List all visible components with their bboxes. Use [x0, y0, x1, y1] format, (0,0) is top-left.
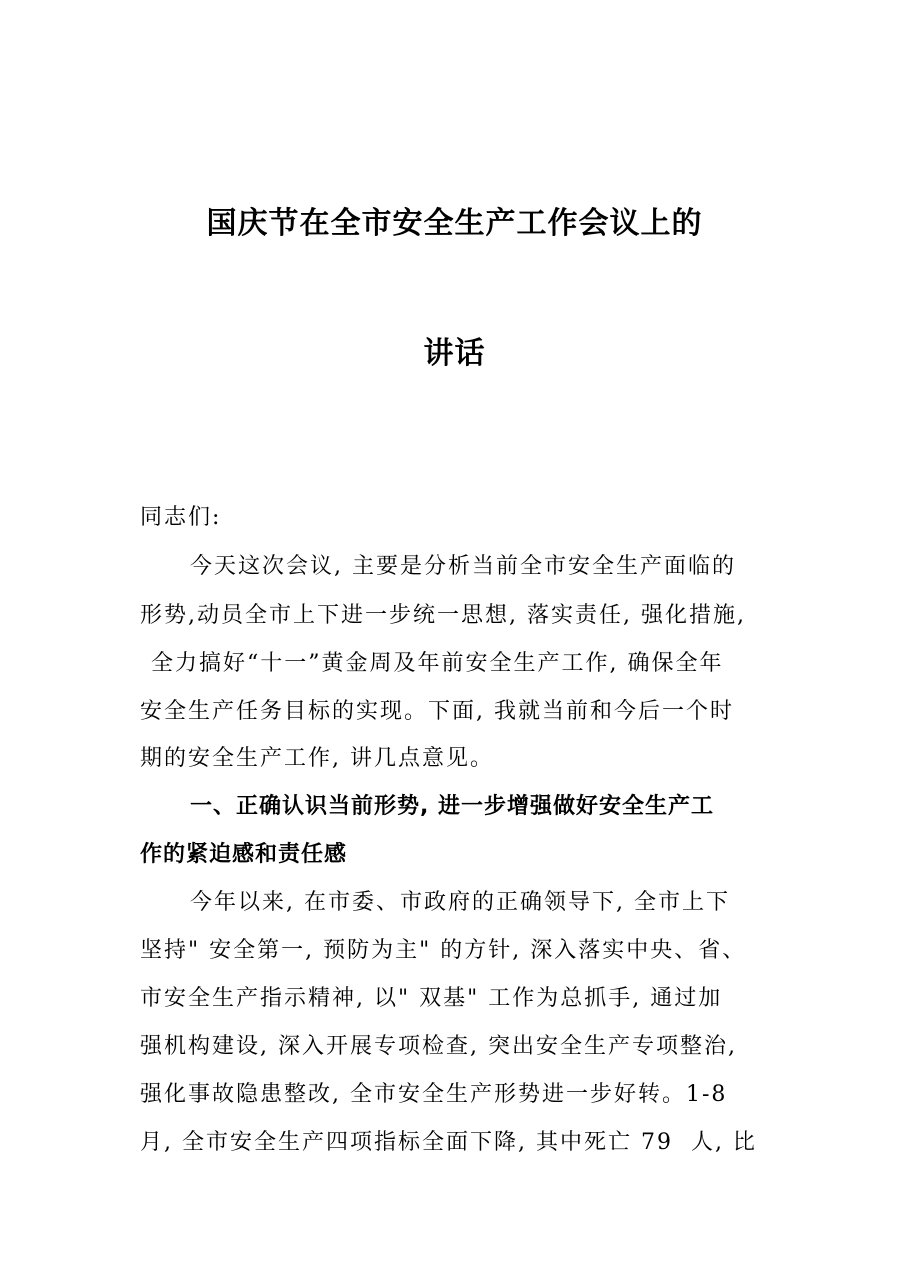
- paragraph-2-line-4: 强机构建设, 深入开展专项检查, 突出安全生产专项整治,: [140, 1034, 737, 1059]
- section-heading-line-2: 作的紧迫感和责任感: [140, 842, 348, 867]
- paragraph-2-line-1: 今年以来, 在市委、市政府的正确领导下, 全市上下: [190, 890, 730, 915]
- paragraph-2-line-3: 市安全生产指示精神, 以" 双基" 工作为总抓手, 通过加: [140, 986, 723, 1011]
- paragraph-1-line-4: 安全生产任务目标的实现。下面, 我就当前和今后一个时: [140, 699, 734, 724]
- paragraph-1-line-5: 期的安全生产工作, 讲几点意见。: [140, 746, 494, 771]
- section-heading-line-1: 一、正确认识当前形势, 进一步增强做好安全生产工: [190, 794, 715, 819]
- paragraph-2-line-5: 强化事故隐患整改, 全市安全生产形势进一步好转。1-8: [140, 1082, 728, 1107]
- document-title-line-2: 讲话: [423, 336, 486, 371]
- paragraph-1-line-3: 全力搞好“十一”黄金周及年前安全生产工作, 确保全年: [142, 651, 724, 676]
- paragraph-2-line-6: 月, 全市安全生产四项指标全面下降, 其中死亡 79 人, 比: [140, 1130, 757, 1155]
- salutation: 同志们:: [140, 505, 222, 530]
- paragraph-1-line-1: 今天这次会议, 主要是分析当前全市安全生产面临的: [190, 554, 736, 579]
- paragraph-1-line-2: 形势,动员全市上下进一步统一思想, 落实责任, 强化措施,: [140, 603, 746, 628]
- paragraph-2-line-2: 坚持" 安全第一, 预防为主" 的方针, 深入落实中央、省、: [140, 938, 747, 963]
- document-title-line-1: 国庆节在全市安全生产工作会议上的: [206, 206, 703, 241]
